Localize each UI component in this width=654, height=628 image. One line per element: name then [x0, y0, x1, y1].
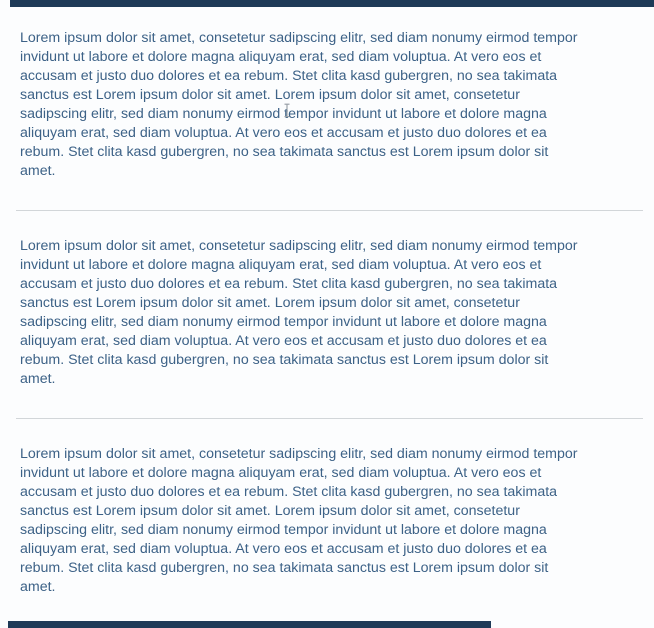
- paragraph: [16, 445, 643, 597]
- paragraph-line: invidunt ut labore et dolore magna aliquyam erat, sed diam voluptua. At vero eos et: [20, 465, 542, 481]
- divider: [16, 210, 643, 211]
- paragraph-line: Lorem ipsum dolor sit amet, consetetur sadipscing elitr, sed diam nonumy eirmod tempor: [20, 446, 578, 462]
- paragraph-line: Lorem ipsum dolor sit amet, consetetur sadipscing elitr, sed diam nonumy eirmod tempor: [20, 238, 578, 254]
- paragraph-line: aliquyam erat, sed diam voluptua. At vero eos et accusam et justo duo dolores et ea: [20, 125, 547, 141]
- paragraph-line: invidunt ut labore et dolore magna aliquyam erat, sed diam voluptua. At vero eos et: [20, 49, 542, 65]
- bottom-partial-bar: [8, 621, 491, 628]
- paragraph-line: rebum. Stet clita kasd gubergren, no sea takimata sanctus est Lorem ipsum dolor sit: [20, 560, 549, 576]
- paragraph-line: amet.: [20, 579, 56, 595]
- paragraph-line: accusam et justo duo dolores et ea rebum. Stet clita kasd gubergren, no sea takimata: [20, 484, 558, 500]
- paragraph-line: Lorem ipsum dolor sit amet, consetetur sadipscing elitr, sed diam nonumy eirmod tempor: [20, 30, 578, 46]
- paragraph-line: sadipscing elitr, sed diam nonumy eirmod tempor invidunt ut labore et dolore magna: [20, 106, 547, 122]
- paragraph-line: sanctus est Lorem ipsum dolor sit amet. Lorem ipsum dolor sit amet, consetetur: [20, 503, 520, 519]
- top-partial-header-bar: [10, 0, 654, 7]
- divider: [16, 418, 643, 419]
- paragraph-line: amet.: [20, 371, 56, 387]
- paragraph-line: amet.: [20, 163, 56, 179]
- paragraph-line: rebum. Stet clita kasd gubergren, no sea takimata sanctus est Lorem ipsum dolor sit: [20, 352, 549, 368]
- paragraph: [16, 237, 643, 389]
- paragraph-line: sadipscing elitr, sed diam nonumy eirmod tempor invidunt ut labore et dolore magna: [20, 522, 547, 538]
- paragraph-line: aliquyam erat, sed diam voluptua. At vero eos et accusam et justo duo dolores et ea: [20, 333, 547, 349]
- paragraph-line: sanctus est Lorem ipsum dolor sit amet. Lorem ipsum dolor sit amet, consetetur: [20, 87, 520, 103]
- paragraph-line: sadipscing elitr, sed diam nonumy eirmod tempor invidunt ut labore et dolore magna: [20, 314, 547, 330]
- paragraph-line: invidunt ut labore et dolore magna aliquyam erat, sed diam voluptua. At vero eos et: [20, 257, 542, 273]
- paragraph-line: sanctus est Lorem ipsum dolor sit amet. Lorem ipsum dolor sit amet, consetetur: [20, 295, 520, 311]
- paragraph-line: accusam et justo duo dolores et ea rebum. Stet clita kasd gubergren, no sea takimata: [20, 68, 558, 84]
- paragraph-line: aliquyam erat, sed diam voluptua. At vero eos et accusam et justo duo dolores et ea: [20, 541, 547, 557]
- paragraph: [16, 29, 643, 181]
- paragraph-line: accusam et justo duo dolores et ea rebum. Stet clita kasd gubergren, no sea takimata: [20, 276, 558, 292]
- paragraph-line: rebum. Stet clita kasd gubergren, no sea takimata sanctus est Lorem ipsum dolor sit: [20, 144, 549, 160]
